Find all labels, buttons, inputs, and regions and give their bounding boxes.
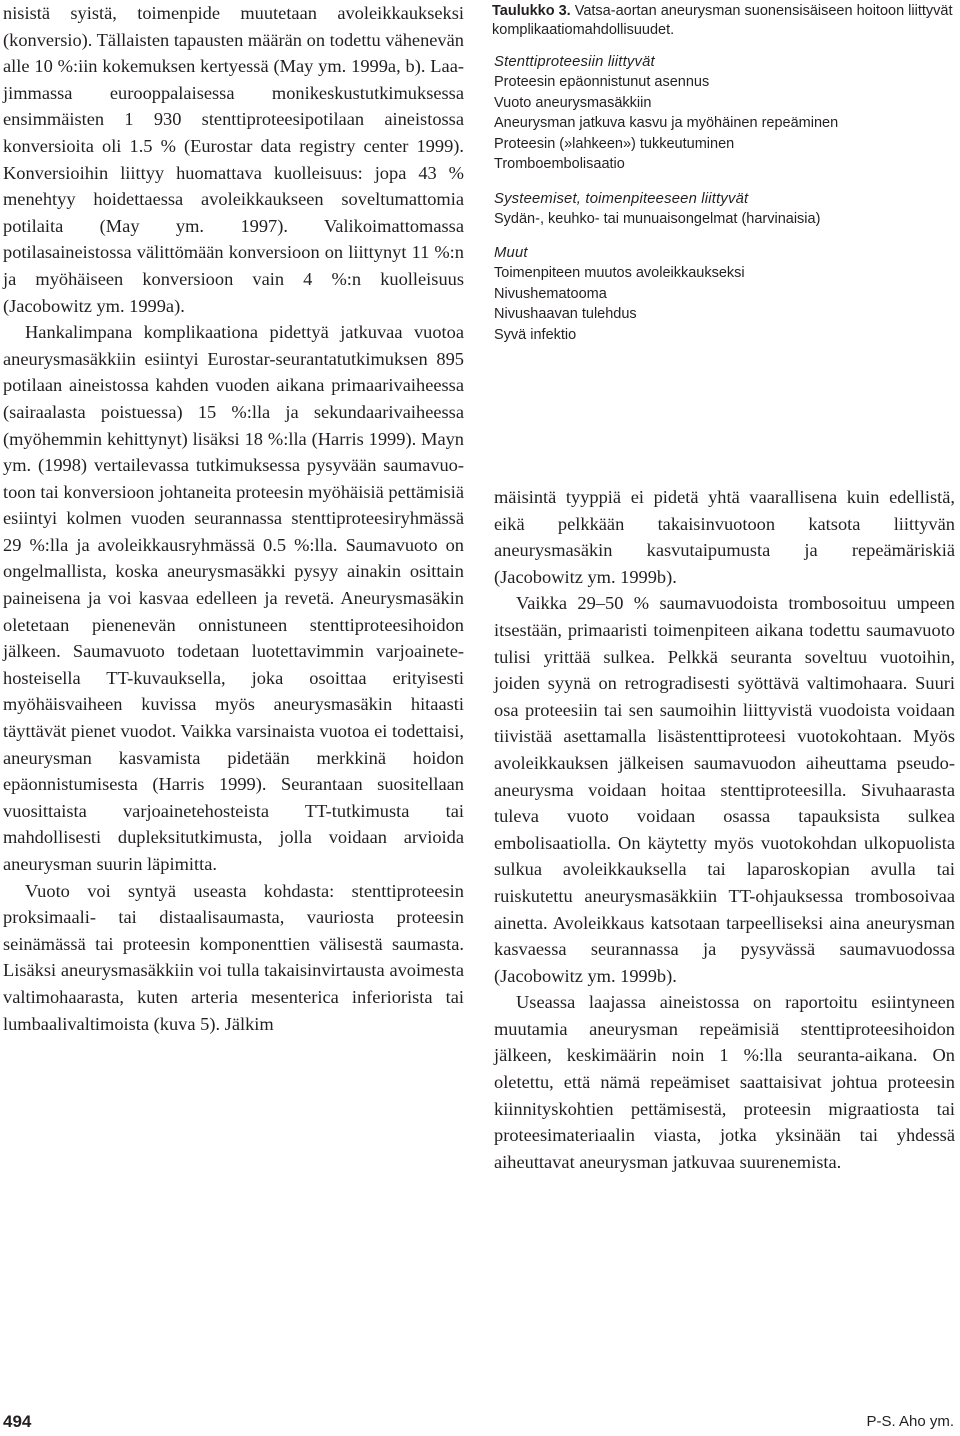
section-heading: Systeemiset, toimenpiteeseen liittyvät <box>494 190 749 207</box>
paragraph: Hankalimpana komplikaationa pidettyä jatkuvaa vuotoa aneurysmasäkkiin esiintyi Eurostar-seurantatutkimuksen 895 potilaan aineistossa kahden vuoden aikana primaarivaiheessa (sairaalasta poistuessa) 15 %:lla ja sekundaarivaiheessa (myöhemmin kehittynyt) lisäksi 18 %:lla (Harris 1999). Mayn ym. (1998) vertailevassa tutkimuksessa pysyvään saumavuotoon tai konversioon johtaneita proteesin myöhäisiä pettämisiä esiintyi kolmen vuoden seurannassa stenttiproteesiryhmässä 29 %:lla ja avoleikkausryhmässä 0.5 %:lla. Saumavuoto on ongelmallista, koska aneurysmasäkki pysyy ainakin osittain paineisena ja voi kasvaa edelleen ja revetä. Aneurysmasäkin oletetaan pienenevän onnistuneen stenttiproteesihoidon jälkeen. Saumavuoto todetaan luotettavimmin varjoainetehosteisella TT-kuvauksella, joka osoittaa erityisesti myöhäisvaiheen kuvissa myös aneurysmasäkin hitaasti täyttävät pienet vuodot. Vaikka varsinaista vuotoa ei todettaisi, aneurysman kasvamista pidetään merkkinä hoidon epäonnistumisesta (Harris 1999). Seurantaan suositellaan vuosittaista varjoainetehosteista TT-tutkimusta tai mahdollisesti dupleksitutkimusta, jolla voidaan arvioida aneurysman suurin läpimitta. <box>3 322 464 874</box>
paragraph: Vaikka 29–50 % saumavuodoista trombosoituu umpeen itsestään, primaaristi toimenpiteen aikana todettu saumavuoto tulisi yrittää sulkea. Pelkkä seuranta soveltuu vuotoihin, joiden syynä on retrogradisesti syöttävä valtimohaara. Suuri osa proteesiin tai sen saumoihin liittyvistä vuodoista voidaan tiivistää asettamalla lisästenttiproteesi vuotokohtaan. Myös avoleikkauksen jälkeisen saumavuodon aiheuttama pseudoaneurysma voidaan hoitaa stenttiproteesilla. Sivuhaarasta tuleva vuoto voidaan osassa tapauksista sulkea embolisaatiolla. On käytetty myös vuotokohdan ulkopuolista sulkua avoleikkauksella tai laparoskopian avulla tai ruiskutettu aneurysmasäkkiin TT-ohjauksessa trombosoivaa ainetta. Avoleikkaus katsotaan tarpeelliseksi aina aneurysman kasvaessa seurannassa ja pysyvässä saumavuodossa (Jacobowitz ym. 1999b). <box>494 593 955 986</box>
table-section-other <box>494 243 956 345</box>
page-number: 494 <box>3 1412 32 1431</box>
paragraph: Useassa laajassa aineistossa on raportoitu esiintyneen muutamia aneurysman repeämisiä stenttiproteesihoidon jälkeen, keskimäärin noin 1 %:lla seuranta-aikana. On oletettu, että nämä repeämiset saattaisivat johtua proteesin kiinnityskohtien pettämisestä, proteesin migraatiosta tai proteesimateriaalin viasta, jotka yksinään tai yhdessä aiheuttavat aneurysman jatkuvaa suurenemista. <box>494 992 955 1172</box>
paragraph: mäisintä tyyppiä ei pidetä yhtä vaarallisena kuin edellistä, eikä pelkkään takaisinvuotoon katsota liittyvän aneurysmasäkin kasvutaipumusta ja repeämäriskiä (Jacobowitz ym. 1999b). <box>494 487 955 587</box>
table-item: Sydän-, keuhko- tai munuaisongelmat (harvinaisia) <box>494 210 821 227</box>
section-heading: Muut <box>494 245 528 261</box>
table-item: Proteesin (»lahkeen») tukkeutuminen <box>494 135 735 152</box>
table-item: Syvä infektio <box>494 326 577 343</box>
running-footer-author: P-S. Aho ym. <box>866 1413 954 1430</box>
table-item: Proteesin epäonnistunut asennus <box>494 74 710 90</box>
table-item: Aneurysman jatkuva kasvu ja myöhäinen repeäminen <box>494 115 839 131</box>
table-label: Taulukko 3. <box>492 3 571 19</box>
table-caption <box>492 0 954 40</box>
table-section-stent <box>494 52 956 175</box>
table-3 <box>492 0 956 458</box>
left-text-column <box>3 0 464 1037</box>
table-item: Nivushaavan tulehdus <box>494 306 637 322</box>
table-item: Nivushematooma <box>494 285 607 302</box>
paragraph: nisistä syistä, toimenpide muutetaan avoleikkaukseksi (konversio). Tällaisten tapausten määrän on todettu vähenevän alle 10 %:iin kokemuksen kertyessä (May ym. 1999a, b). Laajimmassa eurooppalaisessa monikeskustutkimuksessa ensimmäisten 1 930 stenttiproteesipotilaan aineistossa konversioita oli 1.5 % (Eurostar data registry center 1999). Konversioihin liittyy huomattava kuolleisuus: jopa 43 % menehtyy hoidettaessa avoleikkaukseen soveltumattomia potilaita (May ym. 1997). Valikoimattomassa potilasaineistossa välittömään konversioon on liittynyt 11 %:n ja myöhäiseen konversioon vain 4 %:n kuolleisuus (Jacobowitz ym. 1999a). <box>3 3 464 316</box>
section-heading: Stenttiproteesiin liittyvät <box>494 54 655 70</box>
table-item: Tromboembolisaatio <box>494 156 625 172</box>
table-item: Vuoto aneurysmasäkkiin <box>494 94 652 111</box>
paragraph: Vuoto voi syntyä useasta kohdasta: stenttiproteesin proksimaali- tai distaalisaumasta, vauriosta proteesin seinämässä tai proteesin komponenttien välisestä saumasta. Lisäksi aneurysmasäkkiin voi tulla takaisinvirtausta avoimesta valtimohaarasta, kuten arteria mesenterica inferiorista tai lumbaalivaltimoista (kuva 5). Jälkim <box>3 880 464 1034</box>
table-item: Toimenpiteen muutos avoleikkaukseksi <box>494 265 745 281</box>
right-text-column <box>494 484 955 1175</box>
table-section-systemic <box>494 189 956 230</box>
table-caption-text: Vatsa-aortan aneurysman suonensisäiseen hoitoon liittyvät komplikaatiomahdollisuudet. <box>492 3 953 38</box>
